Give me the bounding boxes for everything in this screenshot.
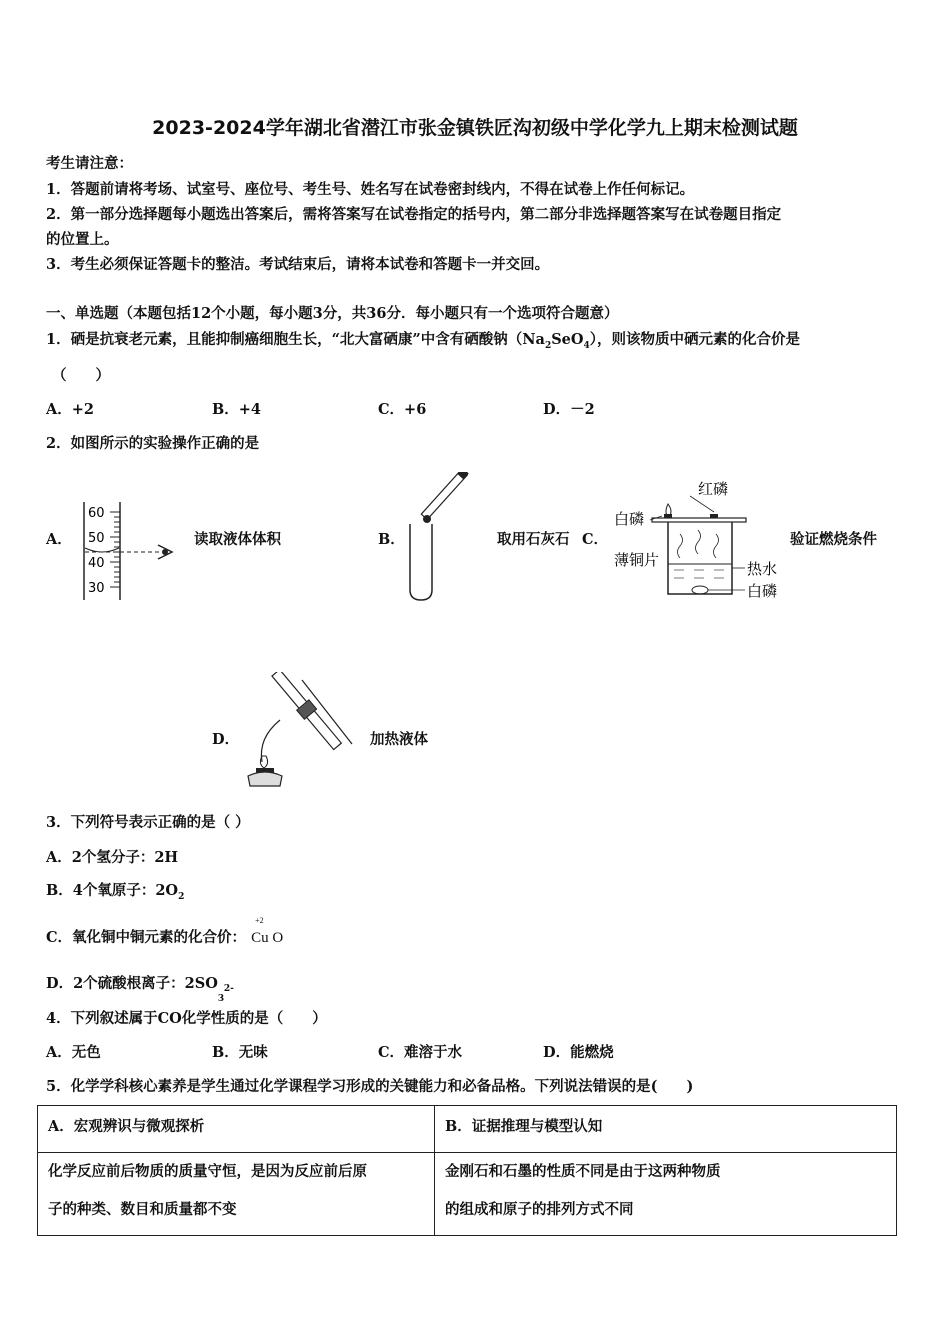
label-hot-water: 热水 (747, 560, 778, 578)
graduated-cylinder-figure (72, 500, 184, 602)
q4-option-c: C．难溶于水 (378, 1044, 463, 1061)
test-tube-figure (405, 472, 480, 604)
page-title: 2023-2024学年湖北省潜江市张金镇铁匠沟初级中学化学九上期末检测试题 (152, 117, 798, 139)
question-5-stem: 5．化学学科核心素养是学生通过化学课程学习形成的关键能力和必备品格。下列说法错误的是( ) (46, 1078, 694, 1095)
q5-header-b: B．证据推理与模型认知 (435, 1106, 897, 1153)
q1-option-d: D．－2 (543, 401, 595, 418)
q2-option-d-text: 加热液体 (370, 731, 428, 748)
label-white-phosphorus-bottom: 白磷 (747, 582, 778, 600)
section-heading: 一、单选题（本题包括12个小题，每小题3分，共36分．每小题只有一个选项符合题意） (46, 305, 619, 322)
q2-option-d-letter: D． (212, 731, 240, 748)
tick-label-60: 60 (88, 506, 105, 521)
question-4-stem: 4．下列叙述属于CO化学性质的是（ ） (46, 1010, 327, 1027)
heating-liquid-figure (240, 672, 365, 790)
q3-option-d: D．2个硫酸根离子：2SO 3 2- (46, 975, 234, 1004)
q2-option-b-text: 取用石灰石 (497, 531, 570, 548)
q3-option-b: B．4个氧原子：$2O_2$ (46, 882, 185, 902)
notice-item-2: 2．第一部分选择题每小题选出答案后，需将答案写在试卷指定的括号内，第二部分非选择题答案写在试卷题目指定 (46, 206, 782, 223)
q3-option-c: C．氧化铜中铜元素的化合价： +2 Cu O (46, 916, 284, 946)
label-white-phosphorus-top: 白磷 (614, 510, 645, 528)
label-copper-sheet: 薄铜片 (614, 551, 660, 569)
question-1-stem (46, 328, 800, 351)
question-3-stem: 3．下列符号表示正确的是（ ） (46, 814, 250, 831)
q2-option-a-letter: A． (46, 531, 72, 548)
q4-option-d: D．能燃烧 (543, 1044, 614, 1061)
q1-stem-text-b: ），则该物质中硒元素的化合价是 (589, 331, 801, 348)
question-2-stem: 2．如图所示的实验操作正确的是 (46, 435, 260, 452)
notice-heading: 考生请注意： (46, 155, 133, 172)
q5-cell-a: 化学反应前后物质的质量守恒，是因为反应前后原 子的种类、数目和质量都不变 (38, 1153, 435, 1236)
q5-options-table (37, 1105, 897, 1236)
q2-option-b-letter: B． (378, 531, 405, 548)
q1-formula: $Na_2SeO_4$ (522, 331, 590, 351)
q3-option-a: A．2个氢分子：2H (46, 849, 179, 866)
q2-option-c-text: 验证燃烧条件 (790, 531, 877, 548)
q1-option-c: C．+6 (378, 401, 427, 418)
q4-option-b: B．无味 (212, 1044, 268, 1061)
tick-label-30: 30 (88, 581, 105, 596)
q1-stem-text-a: 1．硒是抗衰老元素，且能抑制癌细胞生长，“北大富硒康”中含有硒酸钠（ (46, 331, 523, 348)
q2-option-a-text: 读取液体体积 (194, 531, 281, 548)
q1-option-b: B．+4 (212, 401, 261, 418)
cuo-valence-formula: +2 Cu O (251, 916, 284, 946)
q1-option-a: A．+2 (46, 401, 94, 418)
notice-item-2-cont: 的位置上。 (46, 231, 119, 248)
q2-option-c-letter: C． (582, 531, 609, 548)
combustion-experiment-figure (610, 474, 785, 606)
notice-item-3: 3．考生必须保证答题卡的整洁。考试结束后，请将本试卷和答题卡一并交回。 (46, 256, 550, 273)
q5-cell-b: 金刚石和石墨的性质不同是由于这两种物质 的组成和原子的排列方式不同 (435, 1153, 897, 1236)
tick-label-40: 40 (88, 556, 105, 571)
notice-item-1: 1．答题前请将考场、试室号、座位号、考生号、姓名写在试卷密封线内，不得在试卷上作任何标记。 (46, 181, 695, 198)
q4-option-a: A．无色 (46, 1044, 101, 1061)
tick-label-50: 50 (88, 531, 105, 546)
question-1-blank: （ ） (52, 367, 110, 384)
label-red-phosphorus: 红磷 (698, 480, 729, 498)
q5-header-a: A．宏观辨识与微观探析 (38, 1106, 435, 1153)
